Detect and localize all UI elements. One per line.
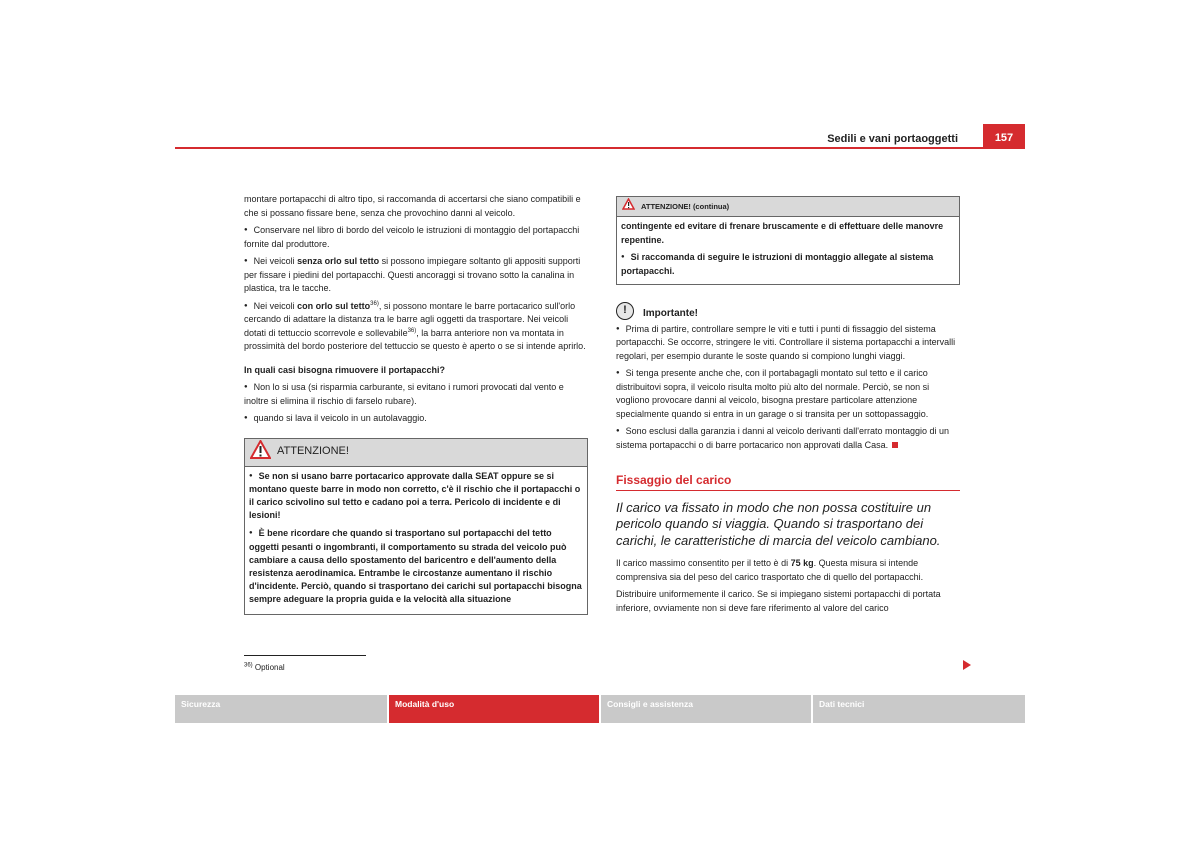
warning-box (244, 438, 588, 615)
text-run: , si possono montare le barre portacarico sull'orlo cercando di adattare la distanza tra le barre agli oggetti da trasportare. Nei veicoli dotati di tettuccio scorrevole e sollevabile (244, 300, 576, 338)
bold-term: senza orlo sul tetto (297, 256, 380, 266)
warning-body (245, 467, 587, 614)
list-item: ● Prima di partire, controllare sempre le viti e tutti i punti di fissaggio del sistema portapacchi. Se occorre, stringere le viti. Controllare il sistema portapacchi a intervalli regolari, per esempio durante le soste quando si compiono lunghi viaggi. (616, 323, 960, 364)
text-run: , la barra anteriore non va montata in prossimità del bordo posteriore del tettuccio se questo è aperto o se si intende aprirlo. (244, 327, 586, 351)
text-run: Il carico massimo consentito per il tetto è di (616, 558, 791, 568)
tab-modalita-duso[interactable]: Modalità d'uso (389, 695, 599, 723)
tab-dati-tecnici[interactable]: Dati tecnici (813, 695, 1025, 723)
list-item: ● Si raccomanda di seguire le istruzioni di montaggio allegate al sistema portapacchi. (621, 251, 955, 278)
important-title: Importante! (643, 308, 698, 319)
continue-arrow-icon (963, 660, 971, 670)
list-item: ● Conservare nel libro di bordo del veicolo le istruzioni di montaggio del portapacchi fornite dal produttore. (244, 224, 588, 251)
list-item: ● quando si lava il veicolo in un autolavaggio. (244, 412, 588, 426)
page-number: 157 (983, 124, 1025, 149)
warning-continued-body (617, 217, 959, 284)
section-intro: Il carico va fissato in modo che non possa costituire un pericolo quando si viaggia. Quando si trasportano dei carichi, le caratteristiche di marcia del veicolo cambiano. (616, 499, 941, 548)
paragraph: contingente ed evitare di frenare bruscamente e di effettuare delle manovre repentine. (621, 221, 944, 245)
left-column (244, 193, 588, 615)
list-item (244, 300, 588, 354)
warning-continued-title: ATTENZIONE! (continua) (641, 201, 730, 211)
warning-triangle-icon (622, 198, 635, 215)
list-item: ● Se non si usano barre portacarico approvate dalla SEAT oppure se si montano queste barre in modo non corretto, c'è il rischio che il portapacchi o il carico scivolino sul tetto e cadano poi a terra. Pericolo di incidente e di lesioni! (249, 470, 583, 523)
bottom-navigation (175, 695, 1025, 723)
tab-sicurezza[interactable]: Sicurezza (175, 695, 387, 723)
end-of-section-icon (892, 442, 898, 448)
paragraph: montare portapacchi di altro tipo, si raccomanda di accertarsi che siano compatibili e che si possano fissare bene, senza che provochino danni al veicolo. (244, 194, 581, 218)
footnote-rule (244, 655, 366, 656)
warning-header (245, 439, 587, 467)
list-item: ● Non lo si usa (si risparmia carburante, si evitano i rumori provocati dal vento e inoltre si elimina il rischio di farselo rubare). (244, 381, 588, 408)
footnote-ref: 36) (370, 300, 379, 307)
tab-consigli-e-assistenza[interactable]: Consigli e assistenza (601, 695, 811, 723)
footnote-text: Optional (254, 663, 285, 672)
header-rule (175, 147, 983, 149)
warning-continued-header (617, 197, 959, 217)
footnote (244, 663, 285, 672)
exclamation-circle-icon: ! (616, 302, 634, 320)
text-run: Sono esclusi dalla garanzia i danni al veicolo derivanti dall'errato montaggio di un sistema portapacchi o di barre portacarico non approvati dalla Casa. (616, 426, 950, 450)
warning-continued-box (616, 196, 960, 285)
section-title: Fissaggio del carico (616, 474, 960, 491)
paragraph: Distribuire uniformemente il carico. Se si impiegano sistemi portapacchi di portata inferiore, ovviamente non si deve fare riferimento al valore del carico (616, 589, 941, 613)
list-item (244, 255, 588, 296)
warning-triangle-icon (250, 440, 271, 464)
bold-term: 75 kg (790, 558, 814, 568)
text-run: Nei veicoli (253, 256, 298, 266)
important-header (616, 301, 960, 321)
subheading: In quali casi bisogna rimuovere il portapacchi? (244, 364, 446, 375)
paragraph (616, 557, 960, 584)
list-item (616, 425, 960, 452)
footnote-ref: 36) (407, 327, 417, 334)
list-item: ● Si tenga presente anche che, con il portabagagli montato sul tetto e il carico distribuitovi sopra, il veicolo risulta molto più alto del normale. Perciò, se non si vogliono provocare danni al veicolo, bisogna prestare particolare attenzione specialmente quando si entra in un garage o si transita per un sottopassaggio. (616, 367, 960, 421)
text-run: si possono impiegare soltanto gli appositi supporti per fissare i piedini del portapacchi. Questi ancoraggi si trovano sotto la canalina in plastica, tra le tacche. (244, 256, 581, 293)
right-column (616, 196, 960, 619)
bold-term: con orlo sul tetto (297, 300, 371, 311)
page-header-title: Sedili e vani portaoggetti (827, 133, 958, 145)
text-run: Nei veicoli (253, 300, 298, 311)
list-item: ● È bene ricordare che quando si trasportano sul portapacchi del tetto oggetti pesanti o ingombranti, il comportamento su strada del veicolo può cambiare a causa dello spostamento del baricentro e dell'aumento della resistenza aerodinamica. Entrambe le circostanze aumentano il rischio d'incidente. Perciò, quando si trasportano dei carichi sul portapacchi bisogna sempre adeguare la propria guida e la velocità alla situazione (249, 527, 583, 606)
warning-title: ATTENZIONE! (277, 445, 349, 458)
text-run: . Questa misura si intende comprensiva sia del peso del carico trasportato che di quello del portapacchi. (616, 558, 924, 582)
footnote-mark: 36) (244, 662, 253, 669)
